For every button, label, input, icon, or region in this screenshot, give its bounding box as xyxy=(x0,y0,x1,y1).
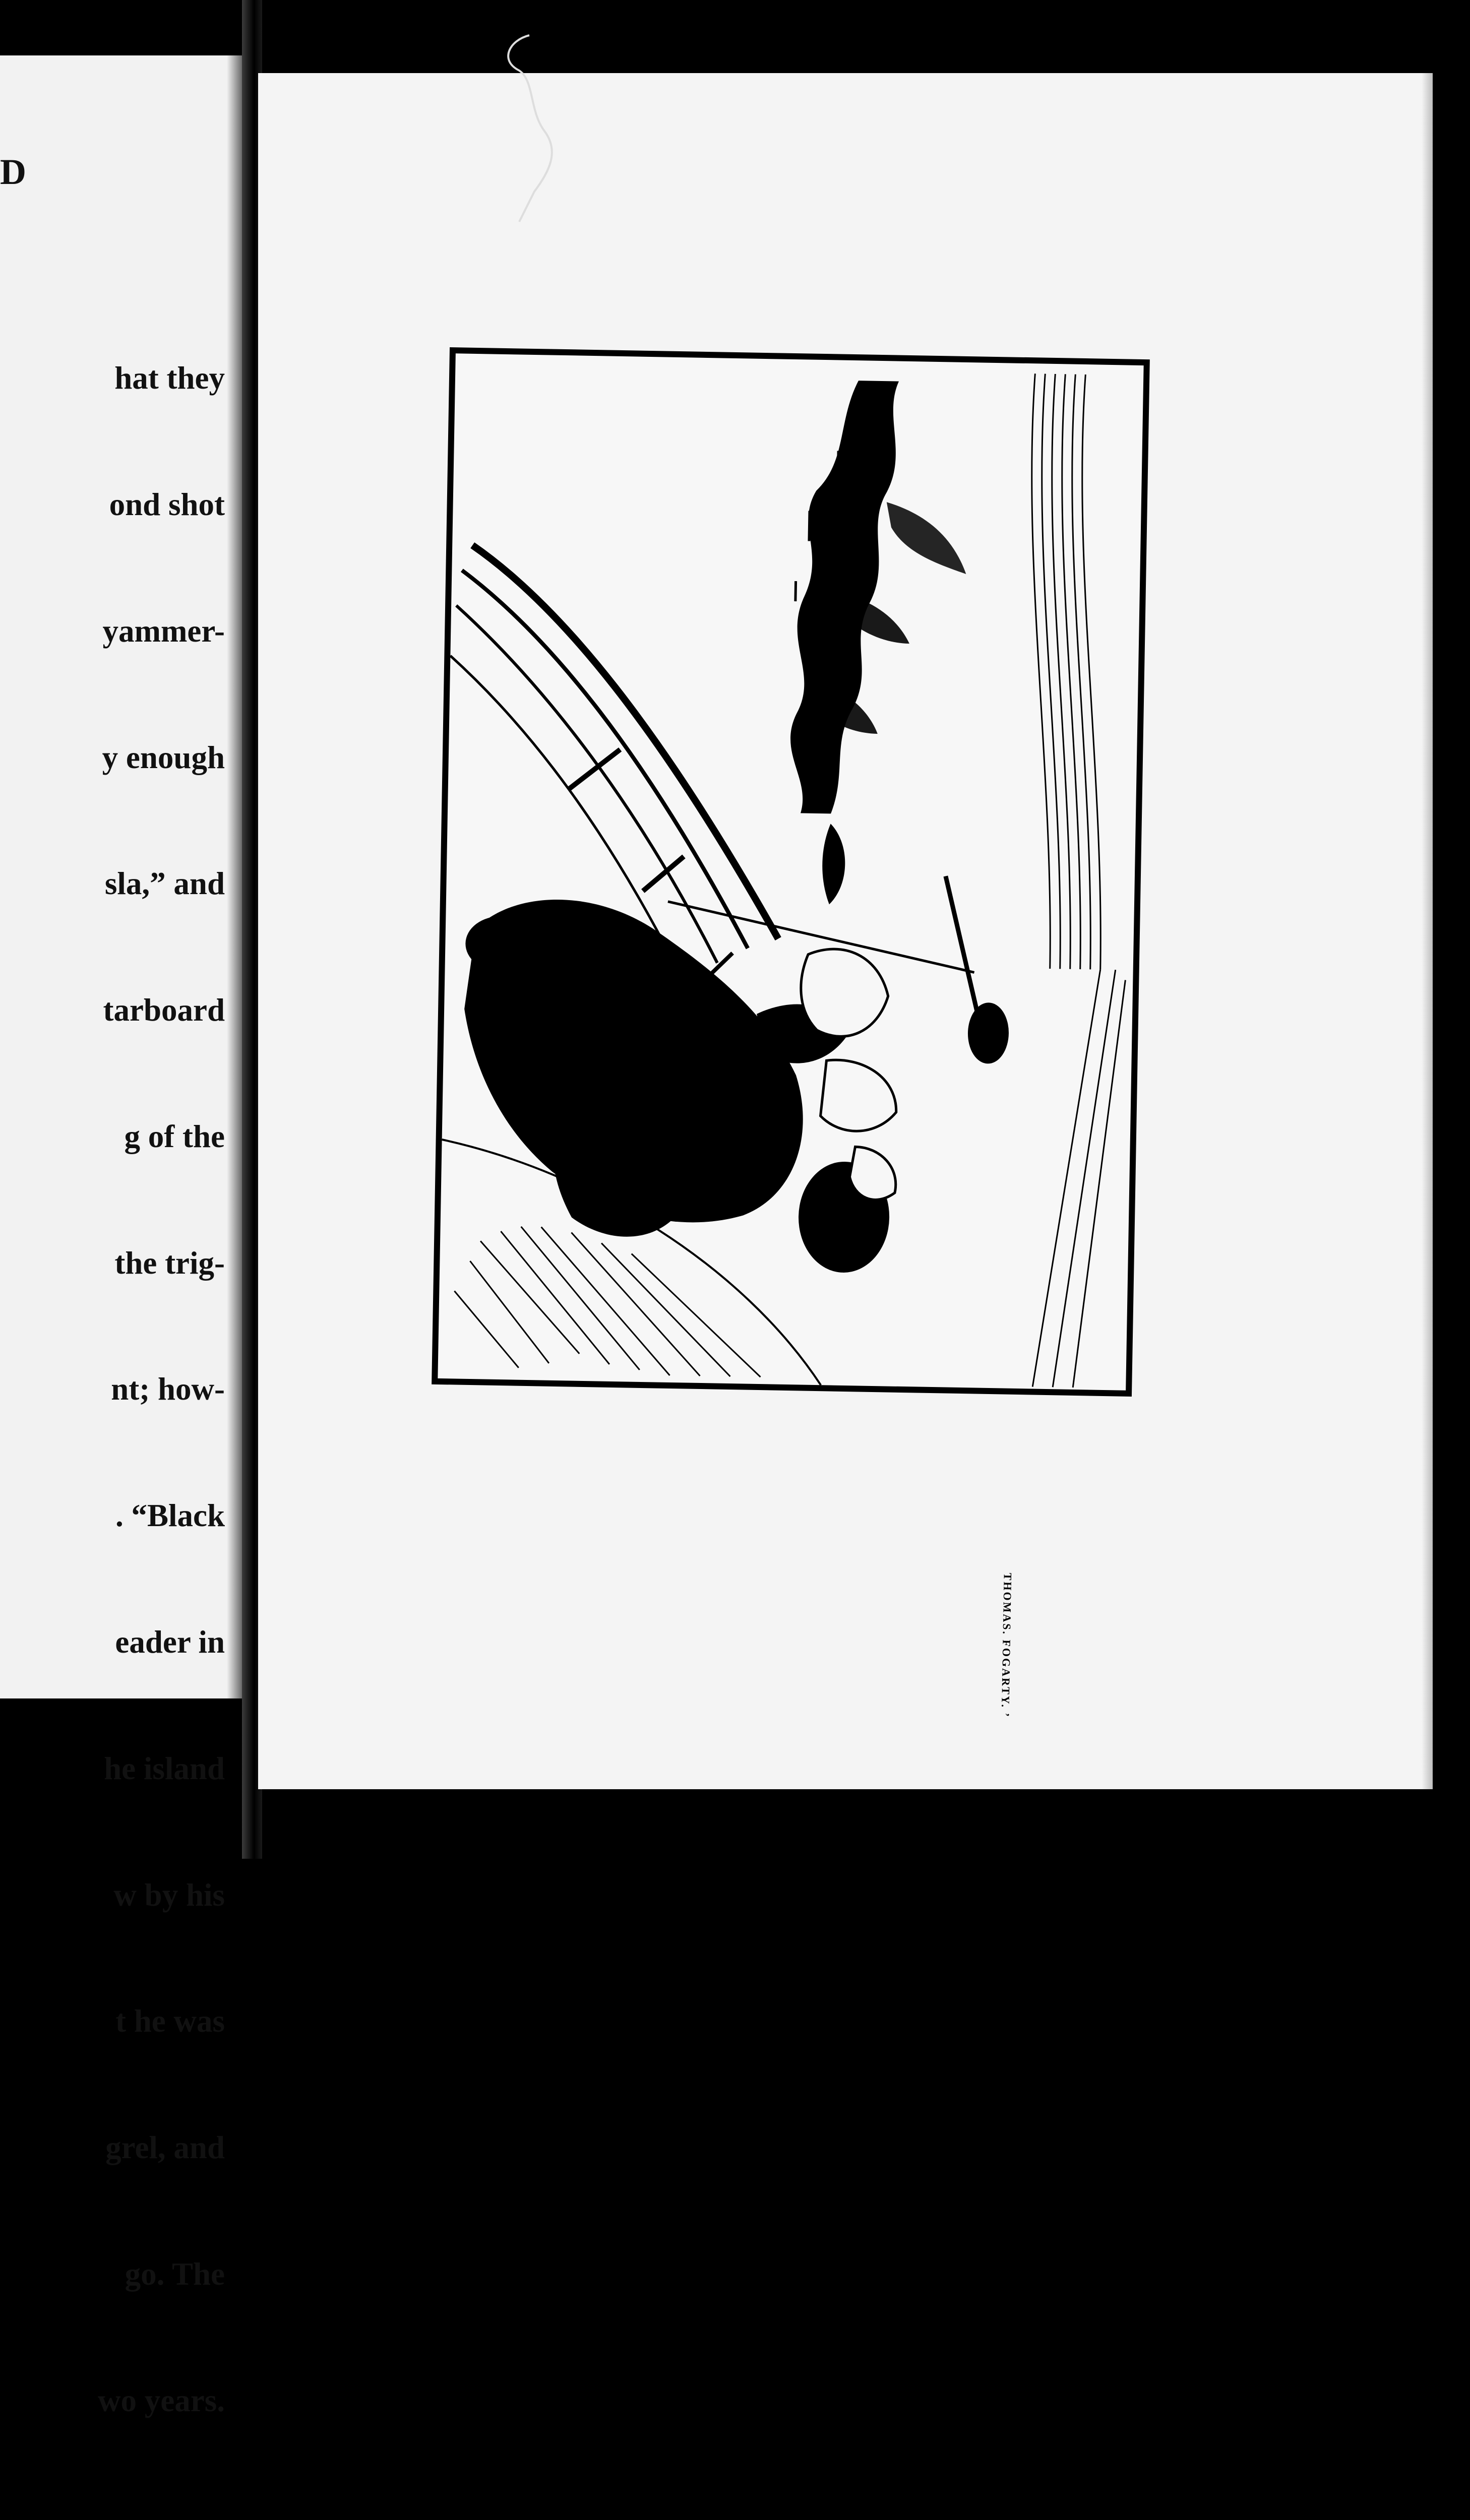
text-line: g of the xyxy=(124,1118,225,1154)
illustration-plate xyxy=(432,347,1150,1719)
text-line: yammer- xyxy=(102,613,225,649)
fuegians-illustration xyxy=(438,353,1143,1391)
artist-signature: THOMAS. FOGARTY. ’ xyxy=(999,1572,1014,1719)
page-curve-shadow xyxy=(227,55,242,1698)
left-page xyxy=(0,55,242,2418)
text-line xyxy=(90,2506,225,2520)
text-line: wo years. xyxy=(98,2382,225,2418)
body-text xyxy=(90,273,225,2520)
text-line: nt; how- xyxy=(111,1371,225,1407)
shore-and-smoke xyxy=(787,380,969,907)
right-page xyxy=(258,73,1433,1789)
text-line: y enough xyxy=(102,739,225,775)
text-line: hat they xyxy=(114,360,225,396)
text-line: sla,” and xyxy=(104,866,225,902)
land-hatching xyxy=(1016,373,1136,1388)
text-line: go. The xyxy=(125,2256,225,2292)
text-line: ond shot xyxy=(109,486,225,522)
scan-artifact xyxy=(499,30,570,232)
page-edge-shadow xyxy=(1422,73,1433,1789)
text-line: he island xyxy=(104,1750,225,1786)
text-line: w by his xyxy=(113,1877,225,1913)
text-line: eader in xyxy=(115,1624,225,1660)
text-line: tarboard xyxy=(103,992,225,1028)
text-line: . “Black xyxy=(115,1498,225,1534)
text-line: t he was xyxy=(115,2003,225,2039)
running-head: D xyxy=(0,152,26,192)
text-line: grel, and xyxy=(105,2130,225,2166)
lower-hatching xyxy=(453,1226,763,1377)
text-line: the trig- xyxy=(114,1245,225,1281)
